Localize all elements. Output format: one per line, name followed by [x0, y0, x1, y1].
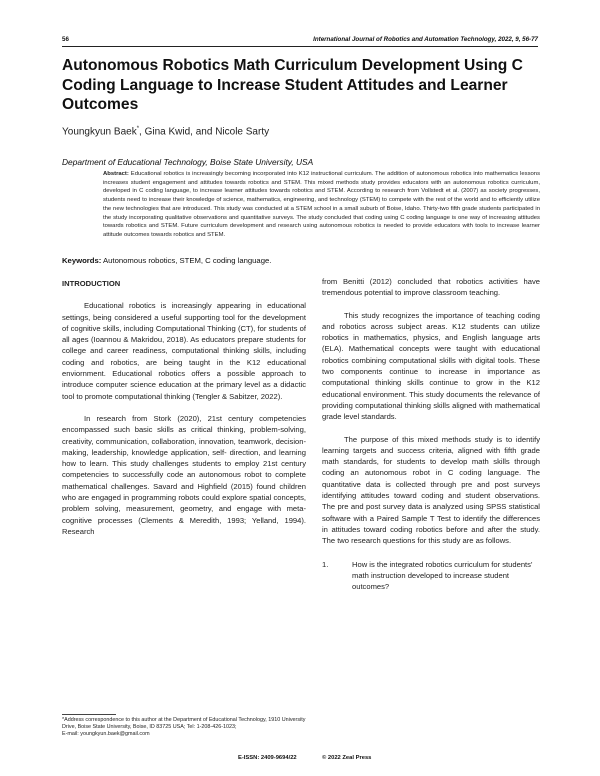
article-title: Autonomous Robotics Math Curriculum Development Using C Coding Language to Increase Student Attitudes and Learner Outcomes — [62, 57, 523, 113]
journal-citation: International Journal of Robotics and Automation Technology, 2022, 9, 56-77 — [313, 36, 538, 43]
research-question-number: 1. — [322, 559, 329, 569]
footnote-rule — [62, 714, 116, 715]
section-heading-introduction: INTRODUCTION — [62, 279, 121, 288]
other-authors: , Gina Kwid, and Nicole Sarty — [139, 126, 270, 138]
footnote-email: E-mail: youngkyun.baek@gmail.com — [62, 730, 150, 737]
keywords — [62, 256, 271, 265]
affiliation: Department of Educational Technology, Boise State University, USA — [62, 157, 314, 167]
footnote-address: *Address correspondence to this author at the Department of Educational Technology, 1910 University Drive, Boise State University, Boise, ID 83725 USA; Tel: 1-208-426-1023; — [62, 717, 306, 730]
right-paragraph-3: The purpose of this mixed methods study is to identify learning targets and success criteria, aligned with fifth grade math standards, for students to develop math skills through coding an autonomous robot in C coding language. The quantitative data is collected through pre and post surveys identifying attitudes toward coding and student observations. The pre and post survey data is analyzed using SPSS statistical software with a Paired Sample T Test to identify the differences in attitudes toward coding robotics before and after the study. The two research questions for this study are as follows. — [322, 434, 540, 546]
page-footer — [0, 755, 600, 765]
research-question-1 — [322, 559, 540, 593]
research-question-text: How is the integrated robotics curriculum for students' math instruction developed to increase student outcomes? — [352, 559, 533, 592]
right-paragraph-2: This study recognizes the importance of teaching coding and robotics across subject areas. K12 students can utilize robotics in mathematics, physics, and English language arts (ELA). Mathematical concepts were taught with educational robotics combining computational skills with digital tools. These two components continue to increase in importance as computational thinking skills continue to grow in the K12 educational environment. This study documents the relevance of providing computational thinking skills aligned with mathematical grade level standards. — [322, 310, 540, 422]
running-header — [62, 34, 538, 47]
keywords-label: Keywords: — [62, 256, 102, 265]
abstract-label: Abstract: — [103, 171, 129, 177]
intro-paragraph-2: In research from Stork (2020), 21st century competencies encompassed such basic skills as critical thinking, problem-solving, creativity, communication, collaboration, innovation, teamwork, decision-making, leadership, knowledge application, self- direction, and learning how to learn. This study challenges students to employ 21st century competencies to successfully code an autonomous robot to complete mathematical challenges. Savard and Highfield (2015) found children who are engaged in programming robots could explore spatial concepts, problem solving, measurement, geometry, and engage with meta-cognitive processes (Clements & Meredith, 1993; Yelland, 1994). Research — [62, 413, 306, 536]
right-paragraph-1: from Benitti (2012) concluded that robotics activities have tremendous potential to improve classroom teaching. — [322, 277, 540, 298]
correspondence-footnote — [62, 714, 312, 737]
right-column — [322, 276, 540, 592]
footer-issn: E-ISSN: 2409-9694/22 — [238, 755, 297, 761]
keywords-text: Autonomous robotics, STEM, C coding language. — [103, 256, 272, 265]
footer-copyright: © 2022 Zeal Press — [322, 755, 372, 761]
first-author: Youngkyun Baek — [62, 126, 137, 138]
abstract-text: Educational robotics is increasingly becoming incorporated into K12 instructional curriculum. The addition of autonomous robotics into mathematics lessons increases student engagement and attitudes towards robotics and STEM. This mixed methods study provides educators with an autonomous robotics curriculum, developed in C coding language, to increase learner attitudes towards robotics and STEM. According to research from Vollstedt et al. (2007) as society progresses, students need to increase their knowledge of science, mathematics, engineering, and technology (STEM) to compete with the rest of the world and to efficiently utilize the new technologies that are introduced. This study was conducted at a STEM school in a small suburb of Boise, Idaho. Thirty-two fifth grade students participated in the study incorporating qualitative observations and quantitative surveys. The study concluded that coding using C coding language is one way of increasing attitudes towards robotics and STEM. Future curriculum development and research using autonomous robotics is needed to provide educators with tools to increase learner attitude outcomes towards robotics and STEM. — [103, 171, 541, 238]
abstract — [103, 170, 540, 240]
page-number: 56 — [62, 36, 69, 43]
left-column — [62, 278, 306, 537]
intro-paragraph-1: Educational robotics is increasingly appearing in educational settings, being considered a useful supporting tool for the development of cognitive skills, including Computational Thinking (CT), for students of all ages (Ioannou & Makridou, 2018). As educators prepare students for college and career readiness, computational thinking skills, including coding and robotics, are being taught in the K12 educational enviornment. Educational robotics offers a possible approach to introduce computer science education at the primary level as a didactic tool to promote computational thinking (Tengler & Sabitzer, 2022). — [62, 301, 306, 401]
corresponding-author-mark: * — [136, 126, 140, 132]
author-list — [62, 126, 269, 137]
